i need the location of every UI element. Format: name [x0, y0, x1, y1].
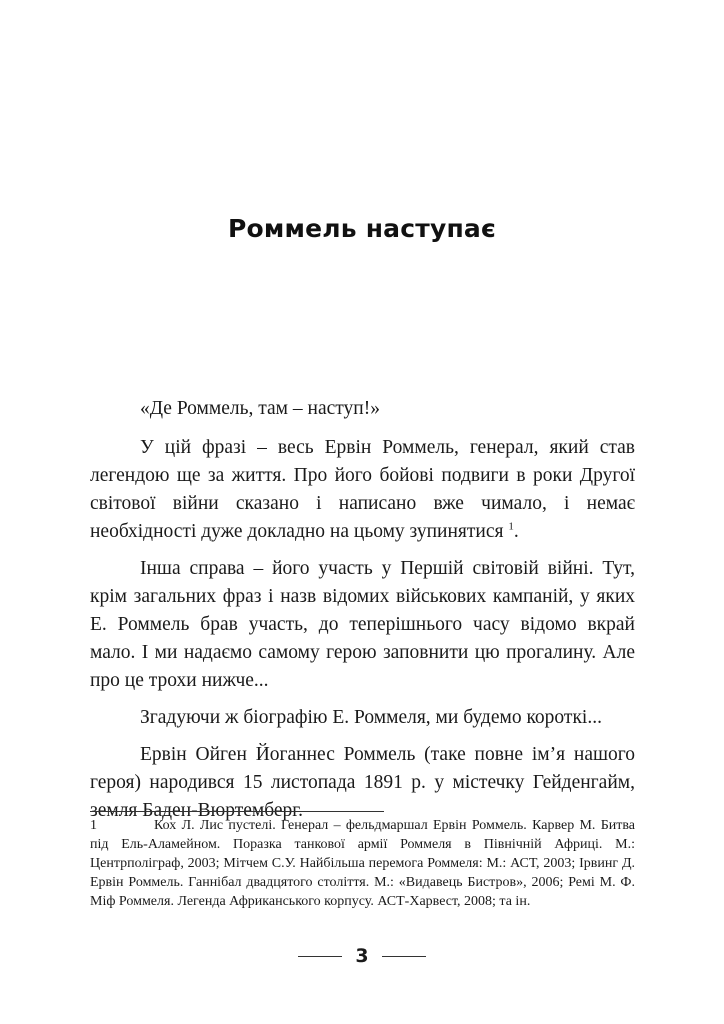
footnote: [90, 816, 635, 911]
chapter-title: Роммель наступає: [227, 214, 497, 243]
paragraph-text: «Де Роммель, там – наступ!»: [140, 398, 380, 419]
footnote-number: 1: [90, 818, 97, 833]
paragraph-end: .: [513, 521, 519, 542]
page-footer: [0, 945, 724, 967]
paragraph-text: Ервін Ойген Йоганнес Роммель (таке повне ім’я нашого героя) народився 15 листопада 1891 р. у містечку Гейденгайм, земля Баден-Вюртемберг.: [90, 744, 635, 821]
paragraph-text: У цій фразі – весь Ервін Роммель, генерал, який став легендою ще за життя. Про його бойові подвиги в роки Другої світової війни сказано і написано вже чимало, і немає необхідності дуже докладно на цьому зупинятися: [90, 437, 635, 542]
footnote-separator: [90, 811, 384, 812]
paragraph-text: Згадуючи ж біографію Е. Роммеля, ми будемо короткі...: [140, 707, 602, 728]
paragraph: [90, 555, 635, 695]
page-number-dash-right: [382, 956, 426, 957]
paragraph-epigraph: [90, 395, 635, 423]
paragraph: [90, 434, 635, 546]
paragraph-text: Інша справа – його участь у Першій світовій війні. Тут, крім загальних фраз і назв відомих військових кампаній, у яких Е. Роммель брав участь, до теперішнього часу відомо вкрай мало. І ми надаємо самому герою заповнити цю прогалину. Але про це трохи нижче...: [90, 558, 635, 691]
body-text: [90, 395, 635, 834]
page-number: 3: [355, 945, 369, 967]
footnote-text: Кох Л. Лис пустелі. Генерал – фельдмаршал Ервін Роммель. Карвер М. Битва під Ель-Аламейном. Поразка танкової армії Роммеля в Північній Африці. М.: Центрполіграф, 2003; Мітчем С.У. Найбільша перемога Роммеля: М.: АСТ, 2003; Ірвинг Д. Ервін Роммель. Ганнібал двадцятого століття. М.: «Видавець Бистров», 2006; Ремі М. Ф. Міф Роммеля. Легенда Африканського корпусу. АСТ-Харвест, 2008; та ін.: [90, 818, 635, 909]
page-number-dash-left: [298, 956, 342, 957]
paragraph: [90, 741, 635, 825]
paragraph: [90, 704, 635, 732]
footnote-reference: 1: [508, 520, 514, 533]
